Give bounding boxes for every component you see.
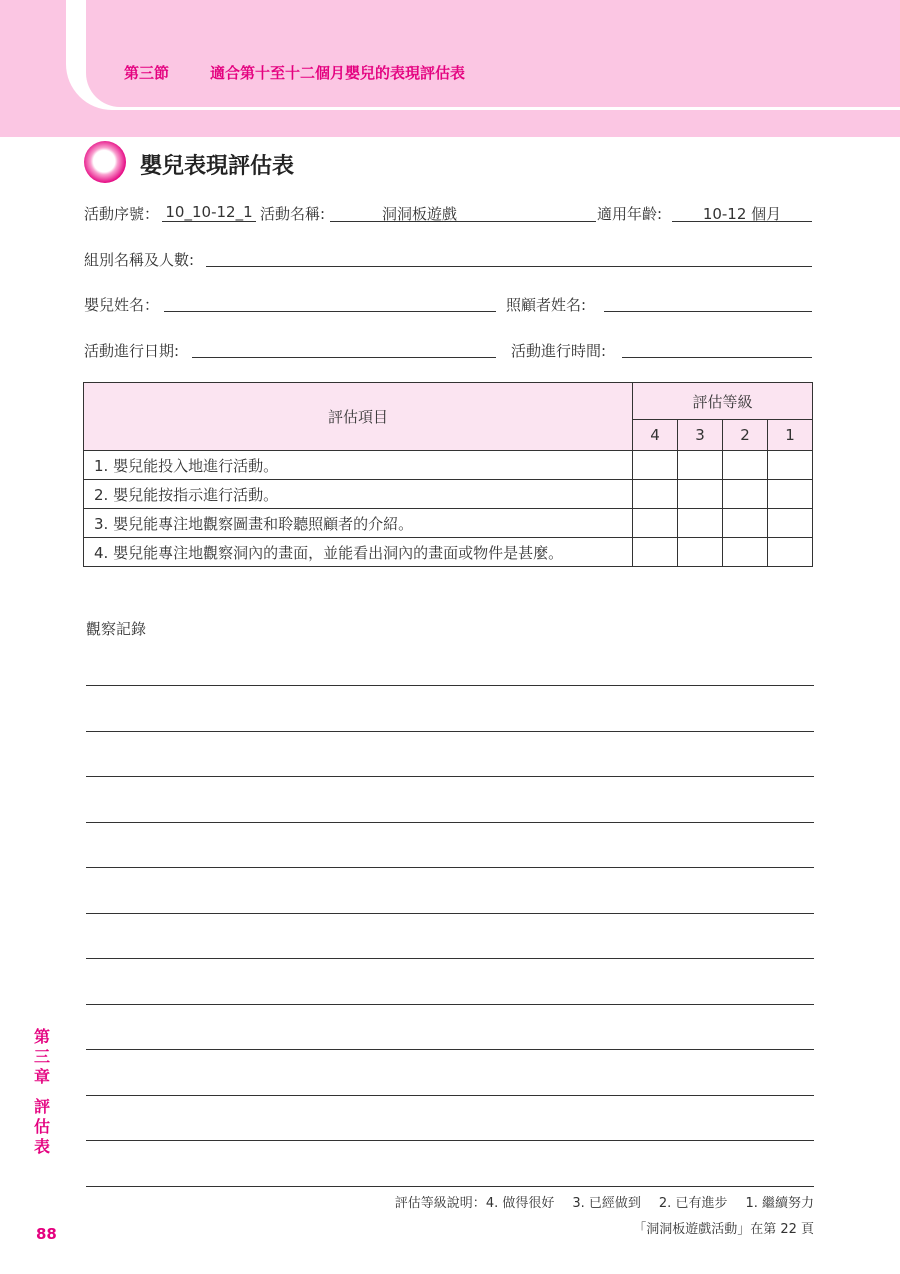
table-row — [84, 451, 813, 480]
observation-line[interactable] — [86, 913, 814, 914]
grade-cell[interactable] — [723, 451, 768, 480]
grade-cell[interactable] — [768, 509, 813, 538]
side-name: 評估表 — [33, 1097, 50, 1156]
grade-cell[interactable] — [723, 538, 768, 567]
side-chapter: 第三章 — [33, 1027, 50, 1086]
grade-cell[interactable] — [633, 538, 678, 567]
section-title: 適合第十至十二個月嬰兒的表現評估表 — [210, 64, 466, 82]
grade-cell[interactable] — [768, 480, 813, 509]
legend-item: 1. 繼續努力 — [745, 1196, 814, 1211]
activity-name-value: 洞洞板遊戲 — [382, 205, 458, 223]
grade-cell[interactable] — [678, 451, 723, 480]
activity-no-line — [162, 221, 256, 222]
col-header-grade: 評估等級 — [633, 383, 813, 420]
activity-name-line — [330, 221, 596, 222]
item-text: 4. 嬰兒能專注地觀察洞內的畫面，並能看出洞內的畫面或物件是甚麼。 — [84, 538, 633, 567]
legend-title: 評估等級說明： — [394, 1196, 486, 1211]
page-number: 88 — [36, 1225, 57, 1243]
observation-line[interactable] — [86, 958, 814, 959]
observation-line[interactable] — [86, 1095, 814, 1096]
table-row — [84, 538, 813, 567]
baby-name-line[interactable] — [164, 311, 496, 312]
pink-bubble-icon — [84, 141, 126, 183]
legend-item: 4. 做得很好 — [485, 1196, 555, 1211]
group-label: 組別名稱及人數: — [84, 251, 195, 269]
grade-header-4: 4 — [633, 420, 678, 451]
table-row — [84, 480, 813, 509]
evaluation-table — [83, 382, 813, 567]
grade-cell[interactable] — [633, 509, 678, 538]
age-value: 10-12 個月 — [702, 205, 782, 223]
item-text: 1. 嬰兒能投入地進行活動。 — [84, 451, 633, 480]
grade-cell[interactable] — [723, 480, 768, 509]
grade-cell[interactable] — [633, 480, 678, 509]
page-title: 嬰兒表現評估表 — [140, 154, 295, 179]
grade-cell[interactable] — [678, 538, 723, 567]
group-line[interactable] — [206, 266, 812, 267]
observation-line[interactable] — [86, 822, 814, 823]
age-label: 適用年齡: — [597, 205, 663, 223]
observation-line[interactable] — [86, 867, 814, 868]
observation-line[interactable] — [86, 685, 814, 686]
carer-name-label: 照顧者姓名: — [506, 296, 587, 314]
legend-item: 3. 已經做到 — [572, 1196, 641, 1211]
observation-line[interactable] — [86, 731, 814, 732]
grade-header-1: 1 — [768, 420, 813, 451]
carer-name-line[interactable] — [604, 311, 812, 312]
header-inner-panel — [86, 0, 900, 107]
page-reference: 「洞洞板遊戲活動」在第 22 頁 — [633, 1222, 814, 1237]
grade-cell[interactable] — [768, 451, 813, 480]
observation-line[interactable] — [86, 776, 814, 777]
col-header-item: 評估項目 — [84, 383, 633, 451]
observation-line[interactable] — [86, 1004, 814, 1005]
grade-cell[interactable] — [768, 538, 813, 567]
grade-header-3: 3 — [678, 420, 723, 451]
observation-line[interactable] — [86, 1140, 814, 1141]
grade-cell[interactable] — [633, 451, 678, 480]
table-row — [84, 509, 813, 538]
grade-header-2: 2 — [723, 420, 768, 451]
item-text: 2. 嬰兒能按指示進行活動。 — [84, 480, 633, 509]
grade-cell[interactable] — [678, 480, 723, 509]
section-label: 第三節 — [124, 64, 170, 82]
observation-label: 觀察記錄 — [86, 620, 147, 638]
observation-line[interactable] — [86, 1049, 814, 1050]
activity-no-label: 活動序號： — [84, 205, 160, 223]
legend-item: 2. 已有進步 — [658, 1196, 728, 1211]
baby-name-label: 嬰兒姓名： — [84, 296, 160, 314]
date-label: 活動進行日期: — [84, 342, 180, 360]
time-label: 活動進行時間: — [511, 342, 607, 360]
age-line — [672, 221, 812, 222]
activity-no-value: 10_10-12_1 — [165, 203, 253, 221]
observation-line[interactable] — [86, 1186, 814, 1187]
grade-legend — [395, 1192, 814, 1211]
item-text: 3. 嬰兒能專注地觀察圖畫和聆聽照顧者的介紹。 — [84, 509, 633, 538]
grade-cell[interactable] — [678, 509, 723, 538]
date-line[interactable] — [192, 357, 496, 358]
activity-name-label: 活動名稱: — [260, 205, 326, 223]
grade-cell[interactable] — [723, 509, 768, 538]
time-line[interactable] — [622, 357, 812, 358]
